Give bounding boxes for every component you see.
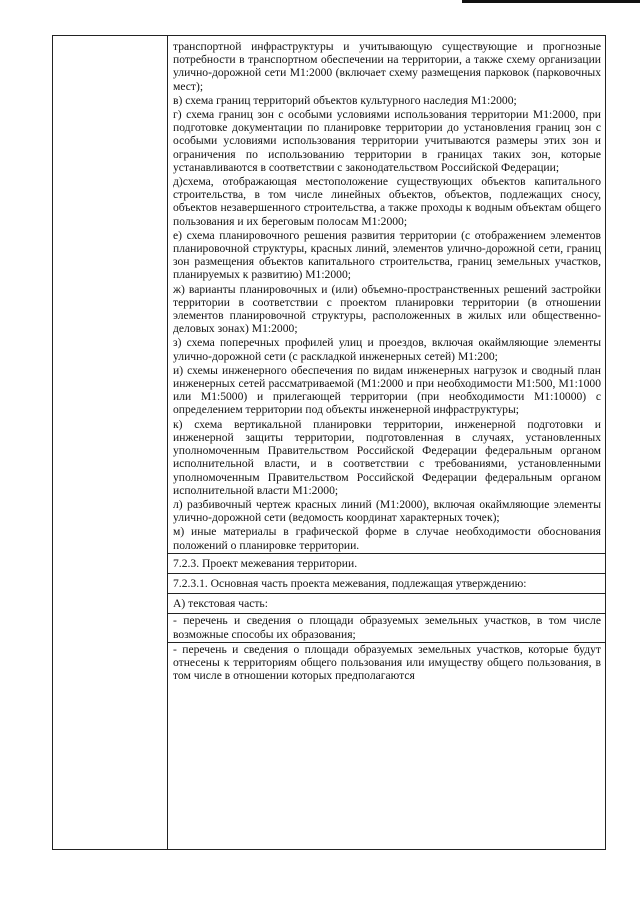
text-part-cell (168, 594, 605, 614)
section-7-2-3-cell (168, 554, 605, 574)
text-part-heading: А) текстовая часть: (173, 597, 268, 611)
item-1-cell (168, 614, 605, 642)
item-i: и) схемы инженерного обеспечения по видам инженерных нагрузок и сводный план инженерных сетей рассматриваемой (М1:2000 и при необходимости М1:500, М1:1000 или М1:5000) и прилегающей территории (при необходимости М1:10000) с определением территории под объекты инженерной инфраструктуры; (173, 363, 601, 417)
item-g: г) схема границ зон с особыми условиями использования территории М1:2000, при подготовке документации по планировке территории до установления границ зон с особыми условиями использования территории учитываются размеры этих зон и ограничения по использованию территории в границах таких зон, которые устанавливаются в соответствии с законодательством Российской Федерации; (173, 108, 601, 174)
item-d: д)схема, отображающая местоположение существующих объектов капитального строительства, в том числе линейных объектов, объектов, подлежащих сносу, объектов незавершенного строительства, а также проходы к водным объектам общего пользования и их береговым полосам М1:2000; (173, 175, 601, 228)
section-7-2-3-1-cell (168, 574, 605, 594)
item-l: л) разбивочный чертеж красных линий (М1:2000), включая окаймляющие элементы улично-дорожной сети (ведомость координат характерных точек); (173, 497, 601, 525)
item-v: в) схема границ территорий объектов культурного наследия М1:2000; (173, 93, 517, 107)
section-7-2-3-heading: 7.2.3. Проект межевания территории. (173, 556, 358, 570)
item-m: м) иные материалы в графической форме в случае необходимости обоснования положений о планировке территории. (173, 525, 601, 552)
paragraph-transport-continuation: транспортной инфраструктуры и учитывающую существующие и прогнозные потребности в транспортном обеспечении на территории, а также схему организации улично-дорожной сети М1:2000 (включает схему размещения парковок (парковочных мест); (173, 40, 601, 93)
document-table (52, 35, 606, 850)
main-block-cell (168, 36, 605, 554)
left-empty-column (53, 36, 168, 849)
list-item-2: - перечень и сведения о площади образуемых земельных участков, которые будут отнесены к территориям общего пользования или имуществу общего пользования, в том числе в отношении которых предполагаются (173, 642, 601, 683)
section-7-2-3-1-heading: 7.2.3.1. Основная часть проекта межевания, подлежащая утверждению: (173, 576, 527, 590)
item-k: к) схема вертикальной планировки территории, инженерной подготовки и инженерной защиты территории, подготовленная в случаях, установленных уполномоченным Правительством Российской Федерации федеральным органом исполнительной власти, и в соответствии с требованиями, установленными уполномоченным Правительством Российской Федерации федеральным органом исполнительной власти М1:2000; (173, 417, 601, 497)
content-column (168, 36, 605, 849)
item-e: е) схема планировочного решения развития территории (с отображением элементов планировочной структуры, красных линий, элементов улично-дорожной сети, границ зон размещения объектов капитального строительства, границ земельных участков, планируемых к развитию) М1:2000; (173, 228, 601, 282)
item-zh: ж) варианты планировочных и (или) объемно-пространственных решений застройки территории в соответствии с проектом планировки территории (в отношении элементов планировочной структуры, расположенных в жилых или общественно-деловых зонах) М1:2000; (173, 282, 601, 336)
item-2-cell (168, 643, 605, 684)
list-item-1: - перечень и сведения о площади образуемых земельных участков, в том числе возможные способы их образования; (173, 614, 601, 641)
top-edge-rule (462, 0, 640, 3)
item-z: з) схема поперечных профилей улиц и проездов, включая окаймляющие элементы улично-дорожной сети (с раскладкой инженерных сетей) М1:200; (173, 336, 601, 363)
